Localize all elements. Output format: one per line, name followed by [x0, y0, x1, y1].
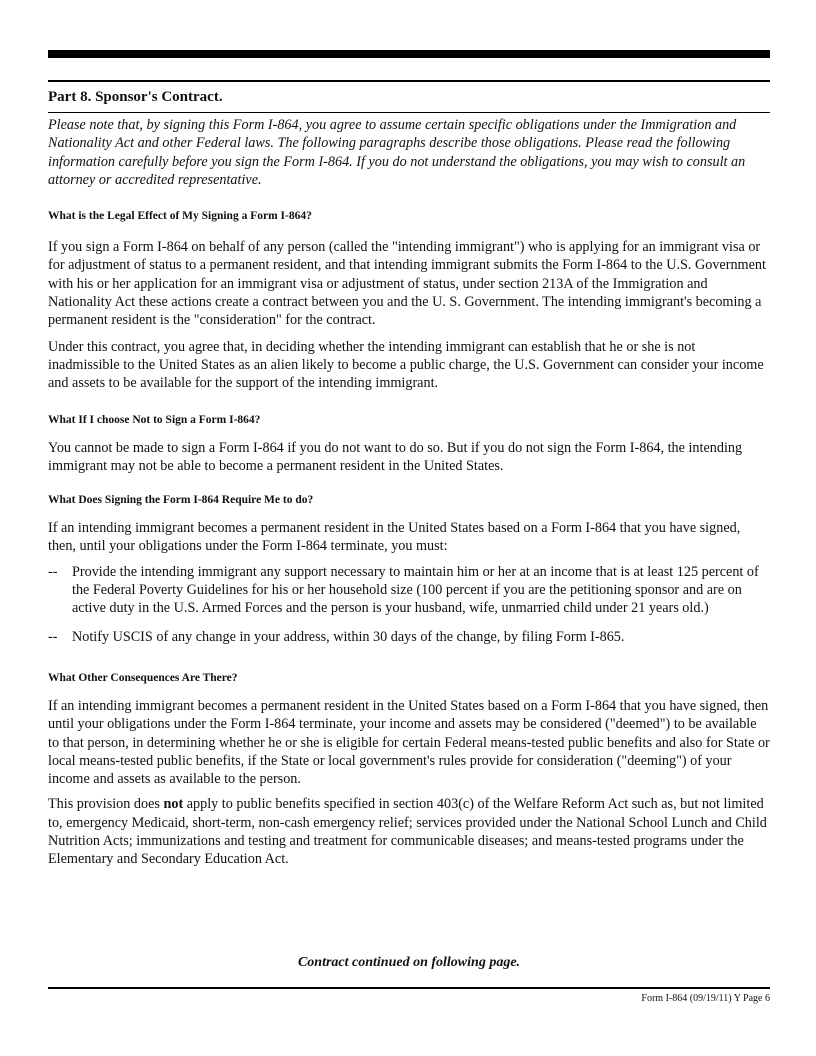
obligations-list [48, 563, 770, 646]
section-paragraph: If an intending immigrant becomes a permanent resident in the United States based on a Form I-864 that you have signed, then, until your obligations under the Form I-864 terminate, you must: [48, 520, 741, 555]
intro-paragraph: Please note that, by signing this Form I-864, you agree to assume certain specific obligations under the Immigration and Nationality Act and other Federal laws. The following paragraphs describe those obligations. Please read the following information carefully before you sign the Form I-864. If you do not understand the obligations, you may wish to consult an attorney or accredited representative. [48, 117, 746, 188]
section-heading-requirements: What Does Signing the Form I-864 Require Me to do? [48, 494, 314, 507]
title-rule [48, 112, 770, 113]
list-item-text: Notify USCIS of any change in your address, within 30 days of the change, by filing Form I-865. [72, 628, 625, 645]
page-footer: Form I-864 (09/19/11) Y Page 6 [641, 993, 770, 1004]
provision-paragraph: This provision does not apply to public benefits specified in section 403(c) of the Welfare Reform Act such as, but not limited to, emergency Medicaid, short-term, non-cash emergency relief; services provided under the National School Lunch and Child Nutrition Acts; immunizations and testing and treatment for communicable diseases; and means-tested programs under the Elementary and Secondary Education Act. [48, 796, 767, 868]
emphasis-not: not [163, 796, 184, 813]
section-paragraph: If you sign a Form I-864 on behalf of any person (called the "intending immigrant") who is applying for an immigrant visa or for adjustment of status to a permanent resident, and that intending immigrant submits the Form I-864 to the U.S. Government with his or her application for an immigrant visa or adjustment of status, under section 213A of the Immigration and Nationality Act these actions create a contract between you and the U. S. Government. The intending immigrant's becoming a permanent resident is the "consideration" for the contract. [48, 239, 766, 329]
part-title: Part 8. Sponsor's Contract. [48, 89, 223, 105]
section-heading-legal-effect: What is the Legal Effect of My Signing a Form I-864? [48, 210, 312, 223]
section-paragraph: You cannot be made to sign a Form I-864 if you do not want to do so. But if you do not sign the Form I-864, the intending immigrant may not be able to become a permanent resident in the United States. [48, 439, 743, 474]
list-item [48, 628, 770, 646]
continued-note: Contract continued on following page. [297, 955, 521, 970]
footer-rule [48, 987, 770, 989]
section-heading-not-sign: What If I choose Not to Sign a Form I-864? [48, 413, 261, 426]
section-paragraph: If an intending immigrant becomes a permanent resident in the United States based on a Form I-864 that you have signed, then until your obligations under the Form I-864 terminate, your income and assets may be considered ("deemed") to be available to that person, in determining whether he or she is eligible for certain Federal means-tested public benefits and also for State or local means-tested public benefits, if the State or local government's rules provide for consideration ("deeming") of your income and assets as available to the person. [48, 697, 770, 788]
section-paragraph: Under this contract, you agree that, in deciding whether the intending immigrant can establish that he or she is not inadmissible to the United States as an alien likely to become a public charge, the U.S. Government can consider your income and assets to be available for the support of the intending immigrant. [48, 338, 764, 392]
bullet-dash: -- [48, 563, 58, 580]
header-thick-bar [48, 50, 770, 58]
header-rule [48, 80, 770, 82]
list-item [48, 563, 770, 618]
bullet-dash: -- [48, 628, 58, 645]
contract-content [48, 116, 770, 869]
section-heading-consequences: What Other Consequences Are There? [48, 671, 238, 684]
list-item-text: Provide the intending immigrant any support necessary to maintain him or her at an income that is at least 125 percent of the Federal Poverty Guidelines for his or her household size (100 percent if you are the petitioning sponsor and are on active duty in the U.S. Armed Forces and the person is your husband, wife, unmarried child under 21 years old.) [72, 563, 759, 617]
